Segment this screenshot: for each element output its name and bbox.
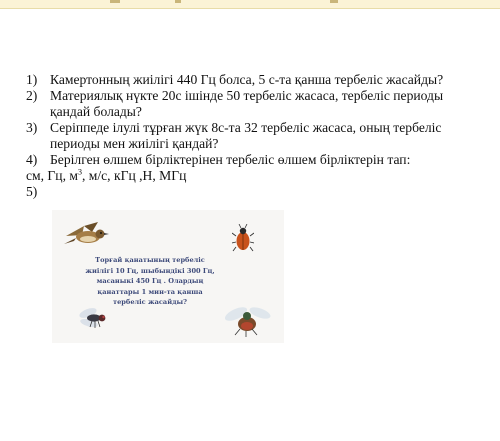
- problem-text: Материялық нүкте 20с ішінде 50 тербеліс жасаса, тербеліс периоды қандай болады?: [50, 88, 444, 119]
- banner-mark: [175, 0, 181, 3]
- figure-caption: [75, 255, 225, 308]
- problem-text: Камертонның жиілігі 440 Гц болса, 5 с-та қанша тербеліс жасайды?: [50, 72, 444, 87]
- problem-item-5: [26, 184, 486, 200]
- problem-item-1: [26, 72, 486, 88]
- problem-text: Берілген өлшем бірліктерінен тербеліс өлшем бірліктерін тап:: [50, 152, 411, 167]
- problem-number: 1): [26, 72, 38, 87]
- problem-number: 2): [26, 88, 38, 103]
- problem-number: 4): [26, 152, 38, 167]
- units-line: [26, 168, 486, 184]
- fly-icon: [76, 306, 110, 330]
- sparrow-icon: [62, 220, 114, 250]
- figure-caption-line: Торғай қанатының тербеліс: [95, 256, 205, 264]
- figure-caption-line: тербеліс жасайды?: [113, 298, 187, 306]
- bee-icon: [222, 304, 272, 338]
- units-superscript: 3: [77, 167, 82, 177]
- figure-caption-line: масаныкі 450 Гц . Олардың: [96, 277, 204, 285]
- problem-number: 3): [26, 120, 38, 135]
- figure-caption-line: жиілігі 10 Гц, шыбындікі 300 Гц,: [85, 266, 215, 275]
- banner-mark: [110, 0, 120, 3]
- problem-item-2: [26, 88, 486, 120]
- banner-mark: [330, 0, 338, 3]
- problem-list: [26, 72, 486, 200]
- units-after: , м/с, кГц ,Н, МГц: [81, 168, 187, 183]
- beetle-icon: [232, 224, 254, 254]
- problem-text: Серіппеде ілулі тұрған жүк 8с-та 32 тербеліс жасаса, оның тербеліс периоды мен жиілігі қандай?: [50, 120, 442, 151]
- units-before: см, Гц, м: [26, 168, 78, 183]
- top-banner-strip: [0, 0, 500, 9]
- figure-caption-line: қанаттары 1 мин-та қанша: [97, 287, 203, 296]
- problem-item-3: [26, 120, 486, 152]
- problem-number: 5): [26, 184, 38, 199]
- problem-item-4: [26, 152, 486, 168]
